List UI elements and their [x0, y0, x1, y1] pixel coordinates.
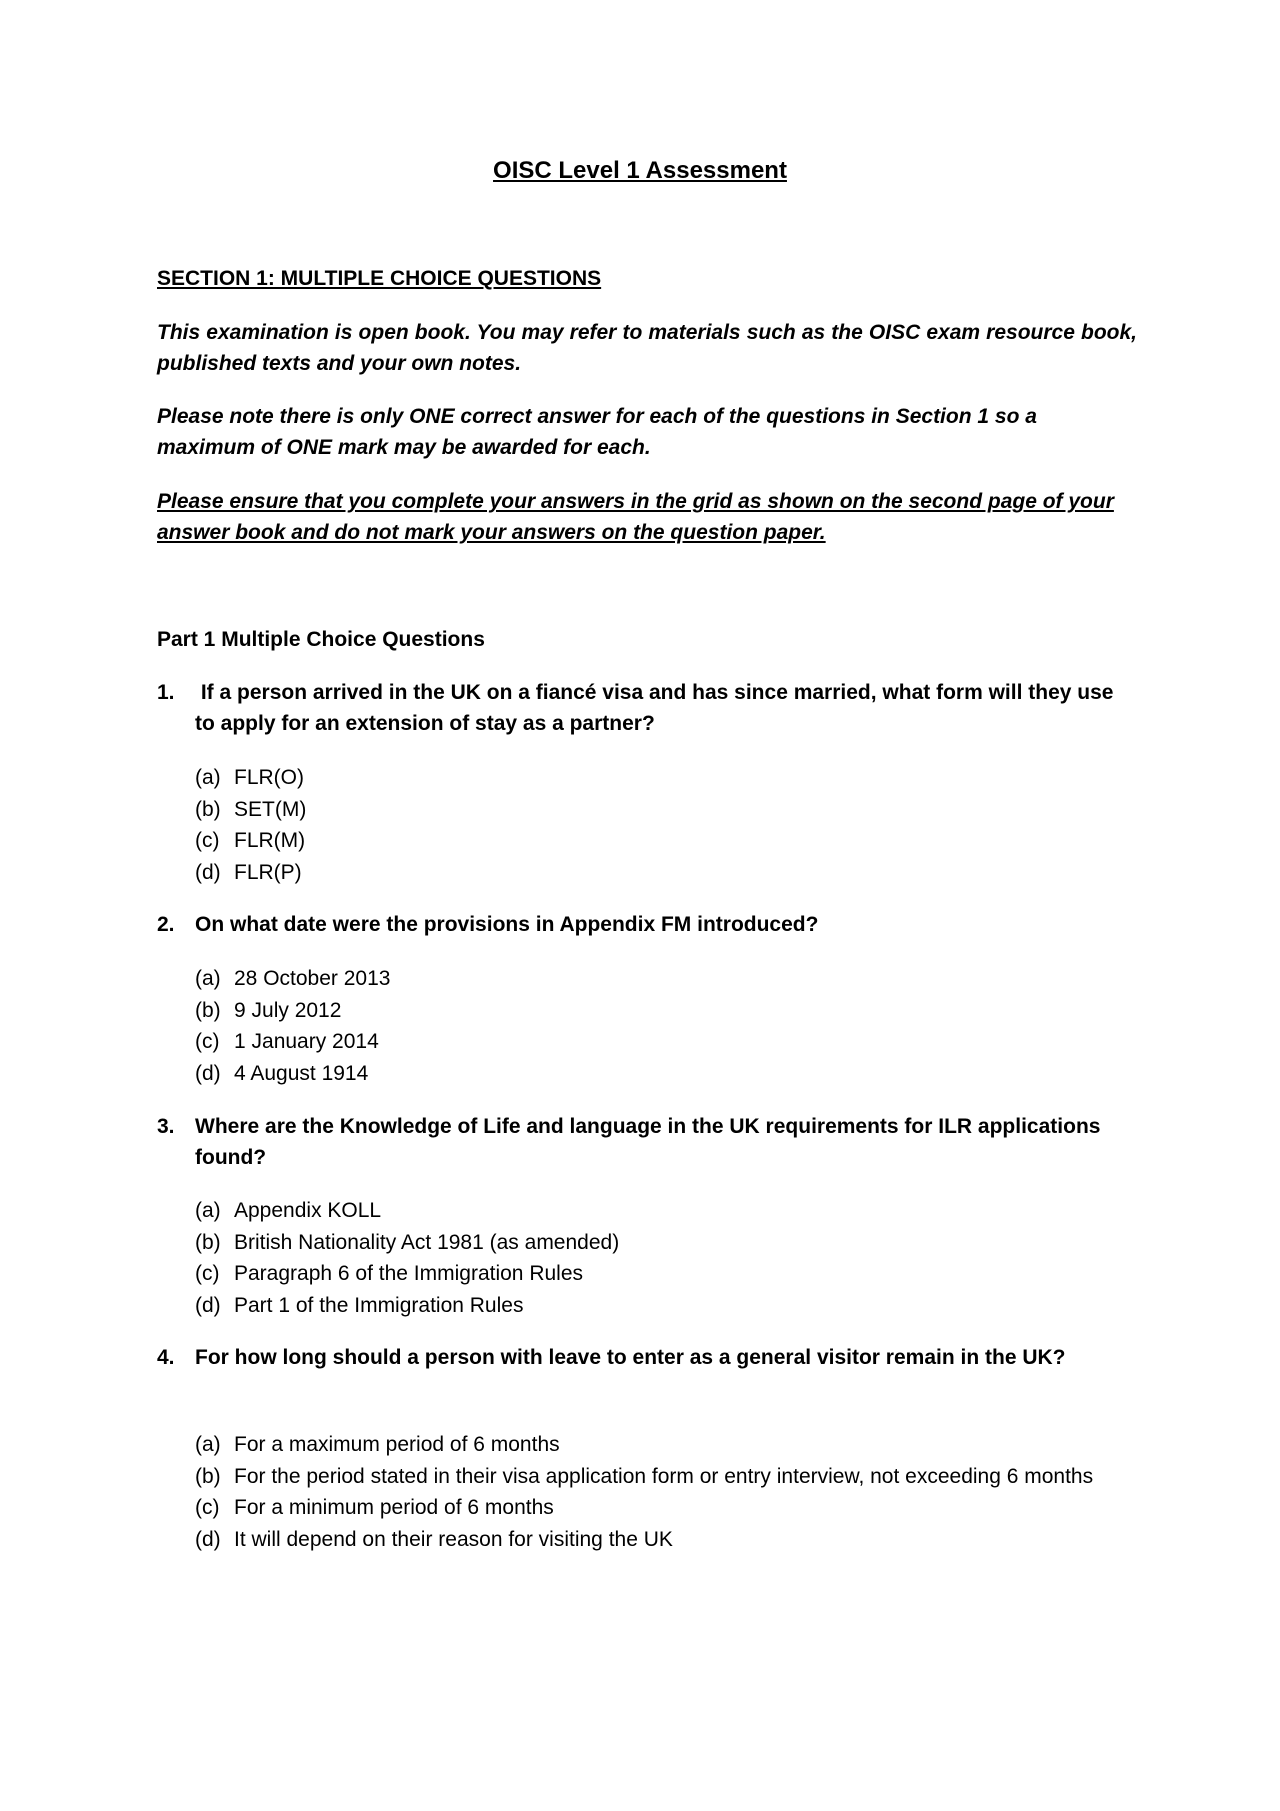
- option-text: It will depend on their reason for visiting the UK: [234, 1527, 673, 1551]
- option-b: [195, 995, 1145, 1027]
- option-b: [195, 1461, 1145, 1493]
- option-d: [195, 1290, 1145, 1322]
- question-1-options: [195, 762, 1145, 888]
- option-label: (c): [195, 1496, 220, 1519]
- option-a: [195, 762, 1145, 794]
- question-4: [157, 1342, 1137, 1373]
- option-b: [195, 1227, 1145, 1259]
- question-4-options: [195, 1429, 1145, 1555]
- question-text: On what date were the provisions in Appendix FM introduced?: [195, 913, 819, 936]
- option-label: (d): [195, 1061, 221, 1085]
- option-b: [195, 794, 1145, 826]
- document-title: OISC Level 1 Assessment: [493, 157, 787, 184]
- option-a: [195, 1429, 1145, 1461]
- option-text: SET(M): [234, 797, 307, 821]
- option-label: (a): [195, 1433, 221, 1456]
- option-text: For a minimum period of 6 months: [234, 1496, 554, 1519]
- option-label: (d): [195, 860, 221, 884]
- option-text: FLR(M): [234, 829, 306, 852]
- question-number: 4.: [157, 1346, 175, 1369]
- question-text: If a person arrived in the UK on a fiancé visa and has since married, what form will they use to apply for an extension of stay as a partner?: [195, 681, 1120, 735]
- option-label: (c): [195, 1262, 220, 1285]
- option-c: [195, 825, 1145, 857]
- option-text: 28 October 2013: [234, 967, 391, 990]
- option-text: 9 July 2012: [234, 998, 342, 1022]
- question-number: 2.: [157, 913, 175, 936]
- option-label: (a): [195, 766, 221, 789]
- option-text: FLR(O): [234, 766, 304, 789]
- option-label: (b): [195, 1230, 221, 1254]
- question-3: [157, 1111, 1137, 1173]
- option-text: 4 August 1914: [234, 1061, 369, 1085]
- question-number: 3.: [157, 1115, 175, 1138]
- instruction-answer-grid: Please ensure that you complete your answers in the grid as shown on the second page of your answer book and do not mark your answers on the question paper.: [157, 490, 1114, 544]
- option-label: (c): [195, 829, 220, 852]
- option-a: [195, 1195, 1145, 1227]
- question-text: Where are the Knowledge of Life and language in the UK requirements for ILR applications found?: [195, 1115, 1101, 1169]
- question-2-options: [195, 963, 1145, 1089]
- option-d: [195, 857, 1145, 889]
- option-c: [195, 1492, 1145, 1524]
- option-text: Appendix KOLL: [234, 1199, 382, 1222]
- option-label: (c): [195, 1030, 220, 1053]
- option-text: British Nationality Act 1981 (as amended): [234, 1230, 620, 1254]
- option-d: [195, 1524, 1145, 1556]
- option-c: [195, 1258, 1145, 1290]
- option-label: (a): [195, 1199, 221, 1222]
- question-number: 1.: [157, 681, 175, 704]
- option-text: FLR(P): [234, 860, 302, 884]
- option-label: (d): [195, 1527, 221, 1551]
- option-text: For a maximum period of 6 months: [234, 1433, 560, 1456]
- question-2: [157, 909, 1137, 940]
- option-d: [195, 1058, 1145, 1090]
- part-heading: Part 1 Multiple Choice Questions: [157, 628, 485, 651]
- instruction-open-book: This examination is open book. You may refer to materials such as the OISC exam resource book, published texts and your own notes.: [157, 321, 1137, 375]
- option-text: Paragraph 6 of the Immigration Rules: [234, 1262, 584, 1285]
- question-3-options: [195, 1195, 1145, 1321]
- option-label: (b): [195, 1464, 221, 1488]
- instruction-one-answer: Please note there is only ONE correct answer for each of the questions in Section 1 so a maximum of ONE mark may be awarded for each.: [157, 405, 1037, 459]
- option-text: Part 1 of the Immigration Rules: [234, 1293, 524, 1317]
- option-text: 1 January 2014: [234, 1030, 379, 1053]
- section-heading: SECTION 1: MULTIPLE CHOICE QUESTIONS: [157, 267, 602, 290]
- option-label: (b): [195, 998, 221, 1022]
- option-label: (b): [195, 797, 221, 821]
- option-label: (d): [195, 1293, 221, 1317]
- option-a: [195, 963, 1145, 995]
- question-1: [157, 677, 1137, 739]
- option-label: (a): [195, 967, 221, 990]
- question-text: For how long should a person with leave to enter as a general visitor remain in the UK?: [195, 1346, 1066, 1369]
- option-text: For the period stated in their visa application form or entry interview, not exceeding 6 months: [234, 1464, 1094, 1488]
- option-c: [195, 1026, 1145, 1058]
